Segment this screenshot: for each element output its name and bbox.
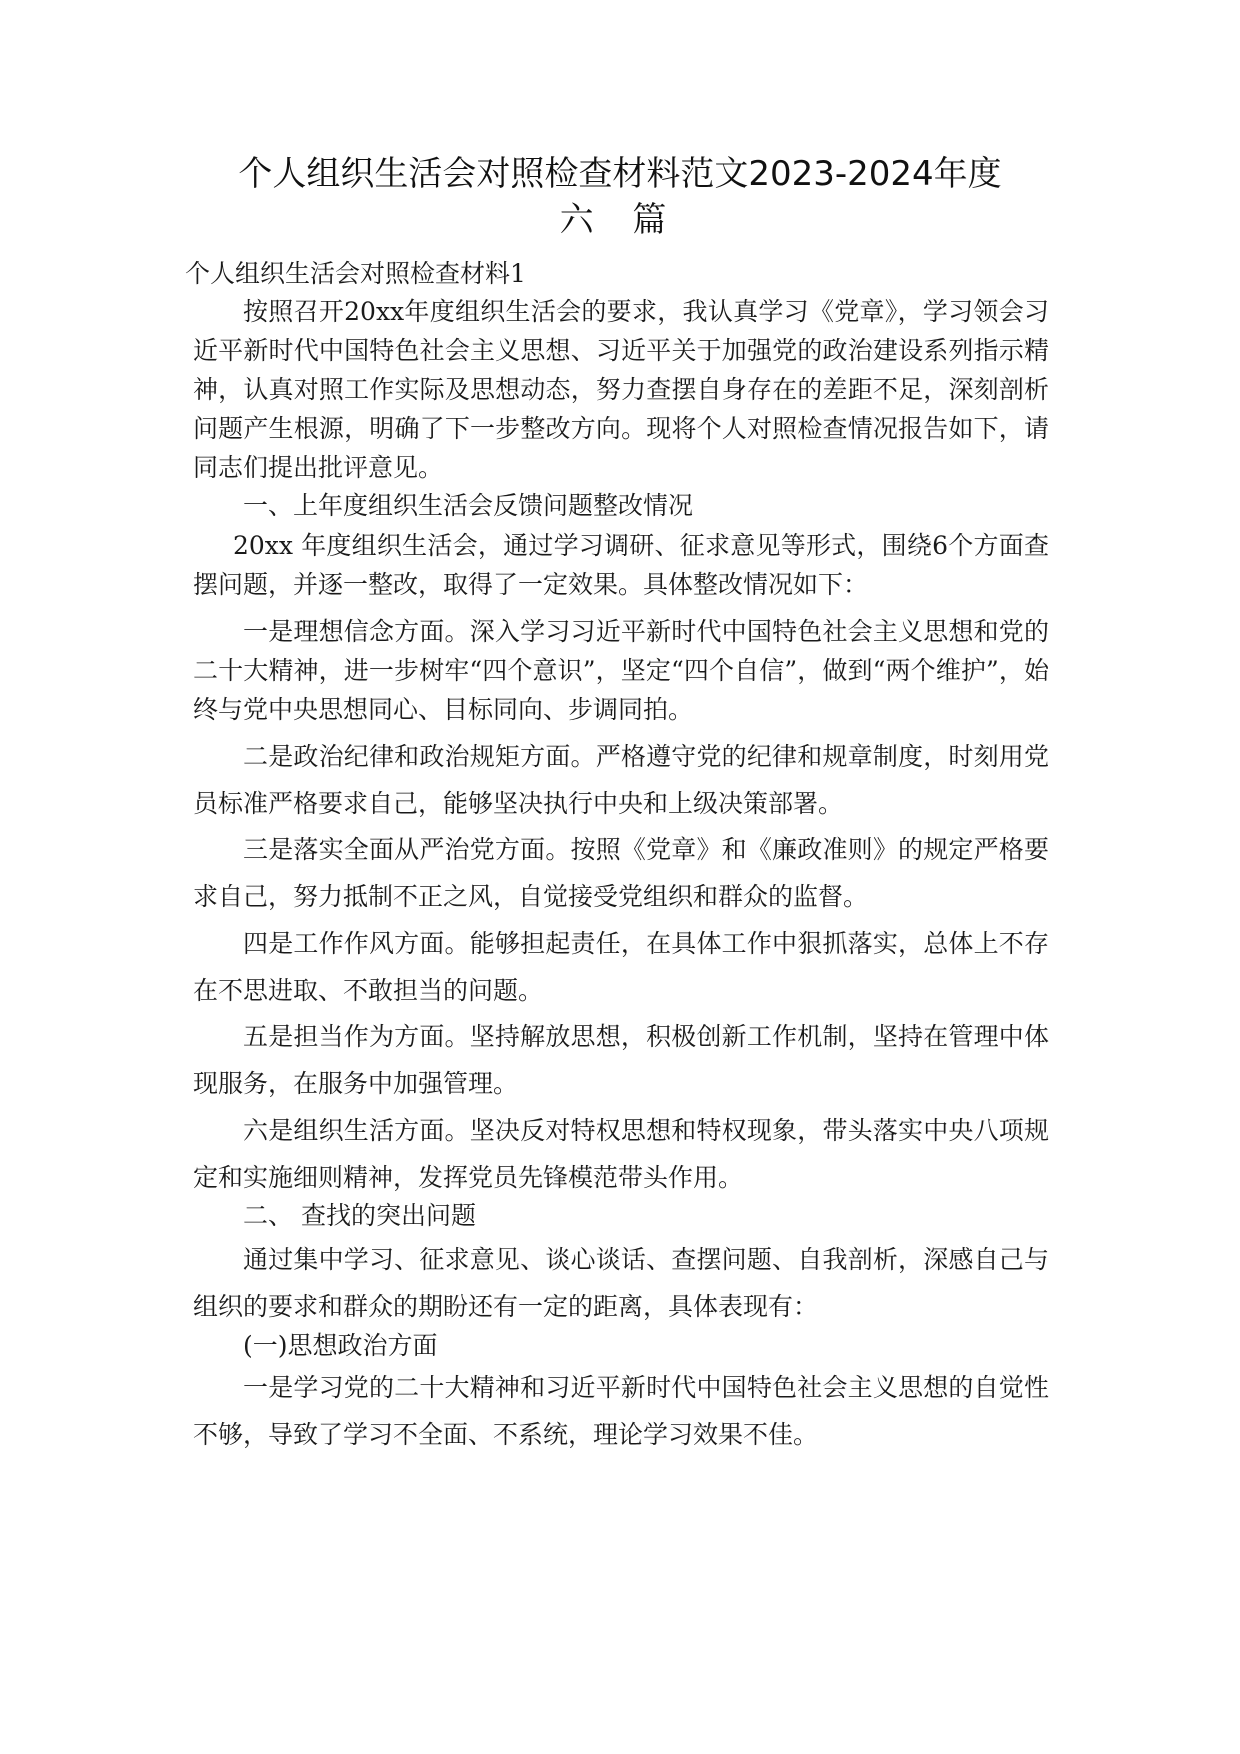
heading-two: 二、 查找的突出问题 — [243, 1201, 476, 1230]
problems-intro-paragraph: 通过集中学习、征求意见、谈心谈话、查摆问题、自我剖析，深感自己与组织的要求和群众的期盼还有一定的距离，具体表现有： — [193, 1245, 1049, 1321]
rectify-item-4: 四是工作作风方面。能够担起责任，在具体工作中狠抓落实，总体上不存在不思进取、不敢担当的问题。 — [193, 929, 1049, 1005]
rectify-item-6: 六是组织生活方面。坚决反对特权思想和特权现象，带头落实中央八项规定和实施细则精神，发挥党员先锋模范带头作用。 — [193, 1116, 1049, 1192]
rectify-item-5: 五是担当作为方面。坚持解放思想，积极创新工作机制，坚持在管理中体现服务，在服务中加强管理。 — [193, 1022, 1049, 1098]
sub-heading-1: (一)思想政治方面 — [243, 1331, 438, 1360]
document-title-line1: 个人组织生活会对照检查材料范文2023-2024年度 — [238, 154, 1002, 194]
rectify-intro-paragraph: 20xx 年度组织生活会，通过学习调研、征求意见等形式，围绕6个方面查摆问题，并逐一整改，取得了一定效果。具体整改情况如下： — [193, 531, 1049, 599]
heading-one: 一、上年度组织生活会反馈问题整改情况 — [243, 491, 694, 520]
rectify-item-1: 一是理想信念方面。深入学习习近平新时代中国特色社会主义思想和党的二十大精神，进一步树牢“四个意识”，坚定“四个自信”，做到“两个维护”，始终与党中央思想同心、目标同向、步调同拍。 — [193, 617, 1049, 724]
document-title-line2: 六 篇 — [559, 200, 681, 240]
section-heading: 个人组织生活会对照检查材料1 — [185, 259, 526, 288]
intro-paragraph: 按照召开20xx年度组织生活会的要求，我认真学习《党章》，学习领会习近平新时代中国特色社会主义思想、习近平关于加强党的政治建设系列指示精神，认真对照工作实际及思想动态，努力查摆自身存在的差距不足，深刻剖析问题产生根源，明确了下一步整改方向。现将个人对照检查情况报告如下，请同志们提出批评意见。 — [193, 297, 1049, 482]
rectify-item-3: 三是落实全面从严治党方面。按照《党章》和《廉政准则》的规定严格要求自己，努力抵制不正之风，自觉接受党组织和群众的监督。 — [193, 835, 1049, 911]
problem-1: 一是学习党的二十大精神和习近平新时代中国特色社会主义思想的自觉性不够，导致了学习不全面、不系统，理论学习效果不佳。 — [193, 1373, 1049, 1449]
rectify-item-2: 二是政治纪律和政治规矩方面。严格遵守党的纪律和规章制度，时刻用党员标准严格要求自己，能够坚决执行中央和上级决策部署。 — [193, 742, 1049, 818]
